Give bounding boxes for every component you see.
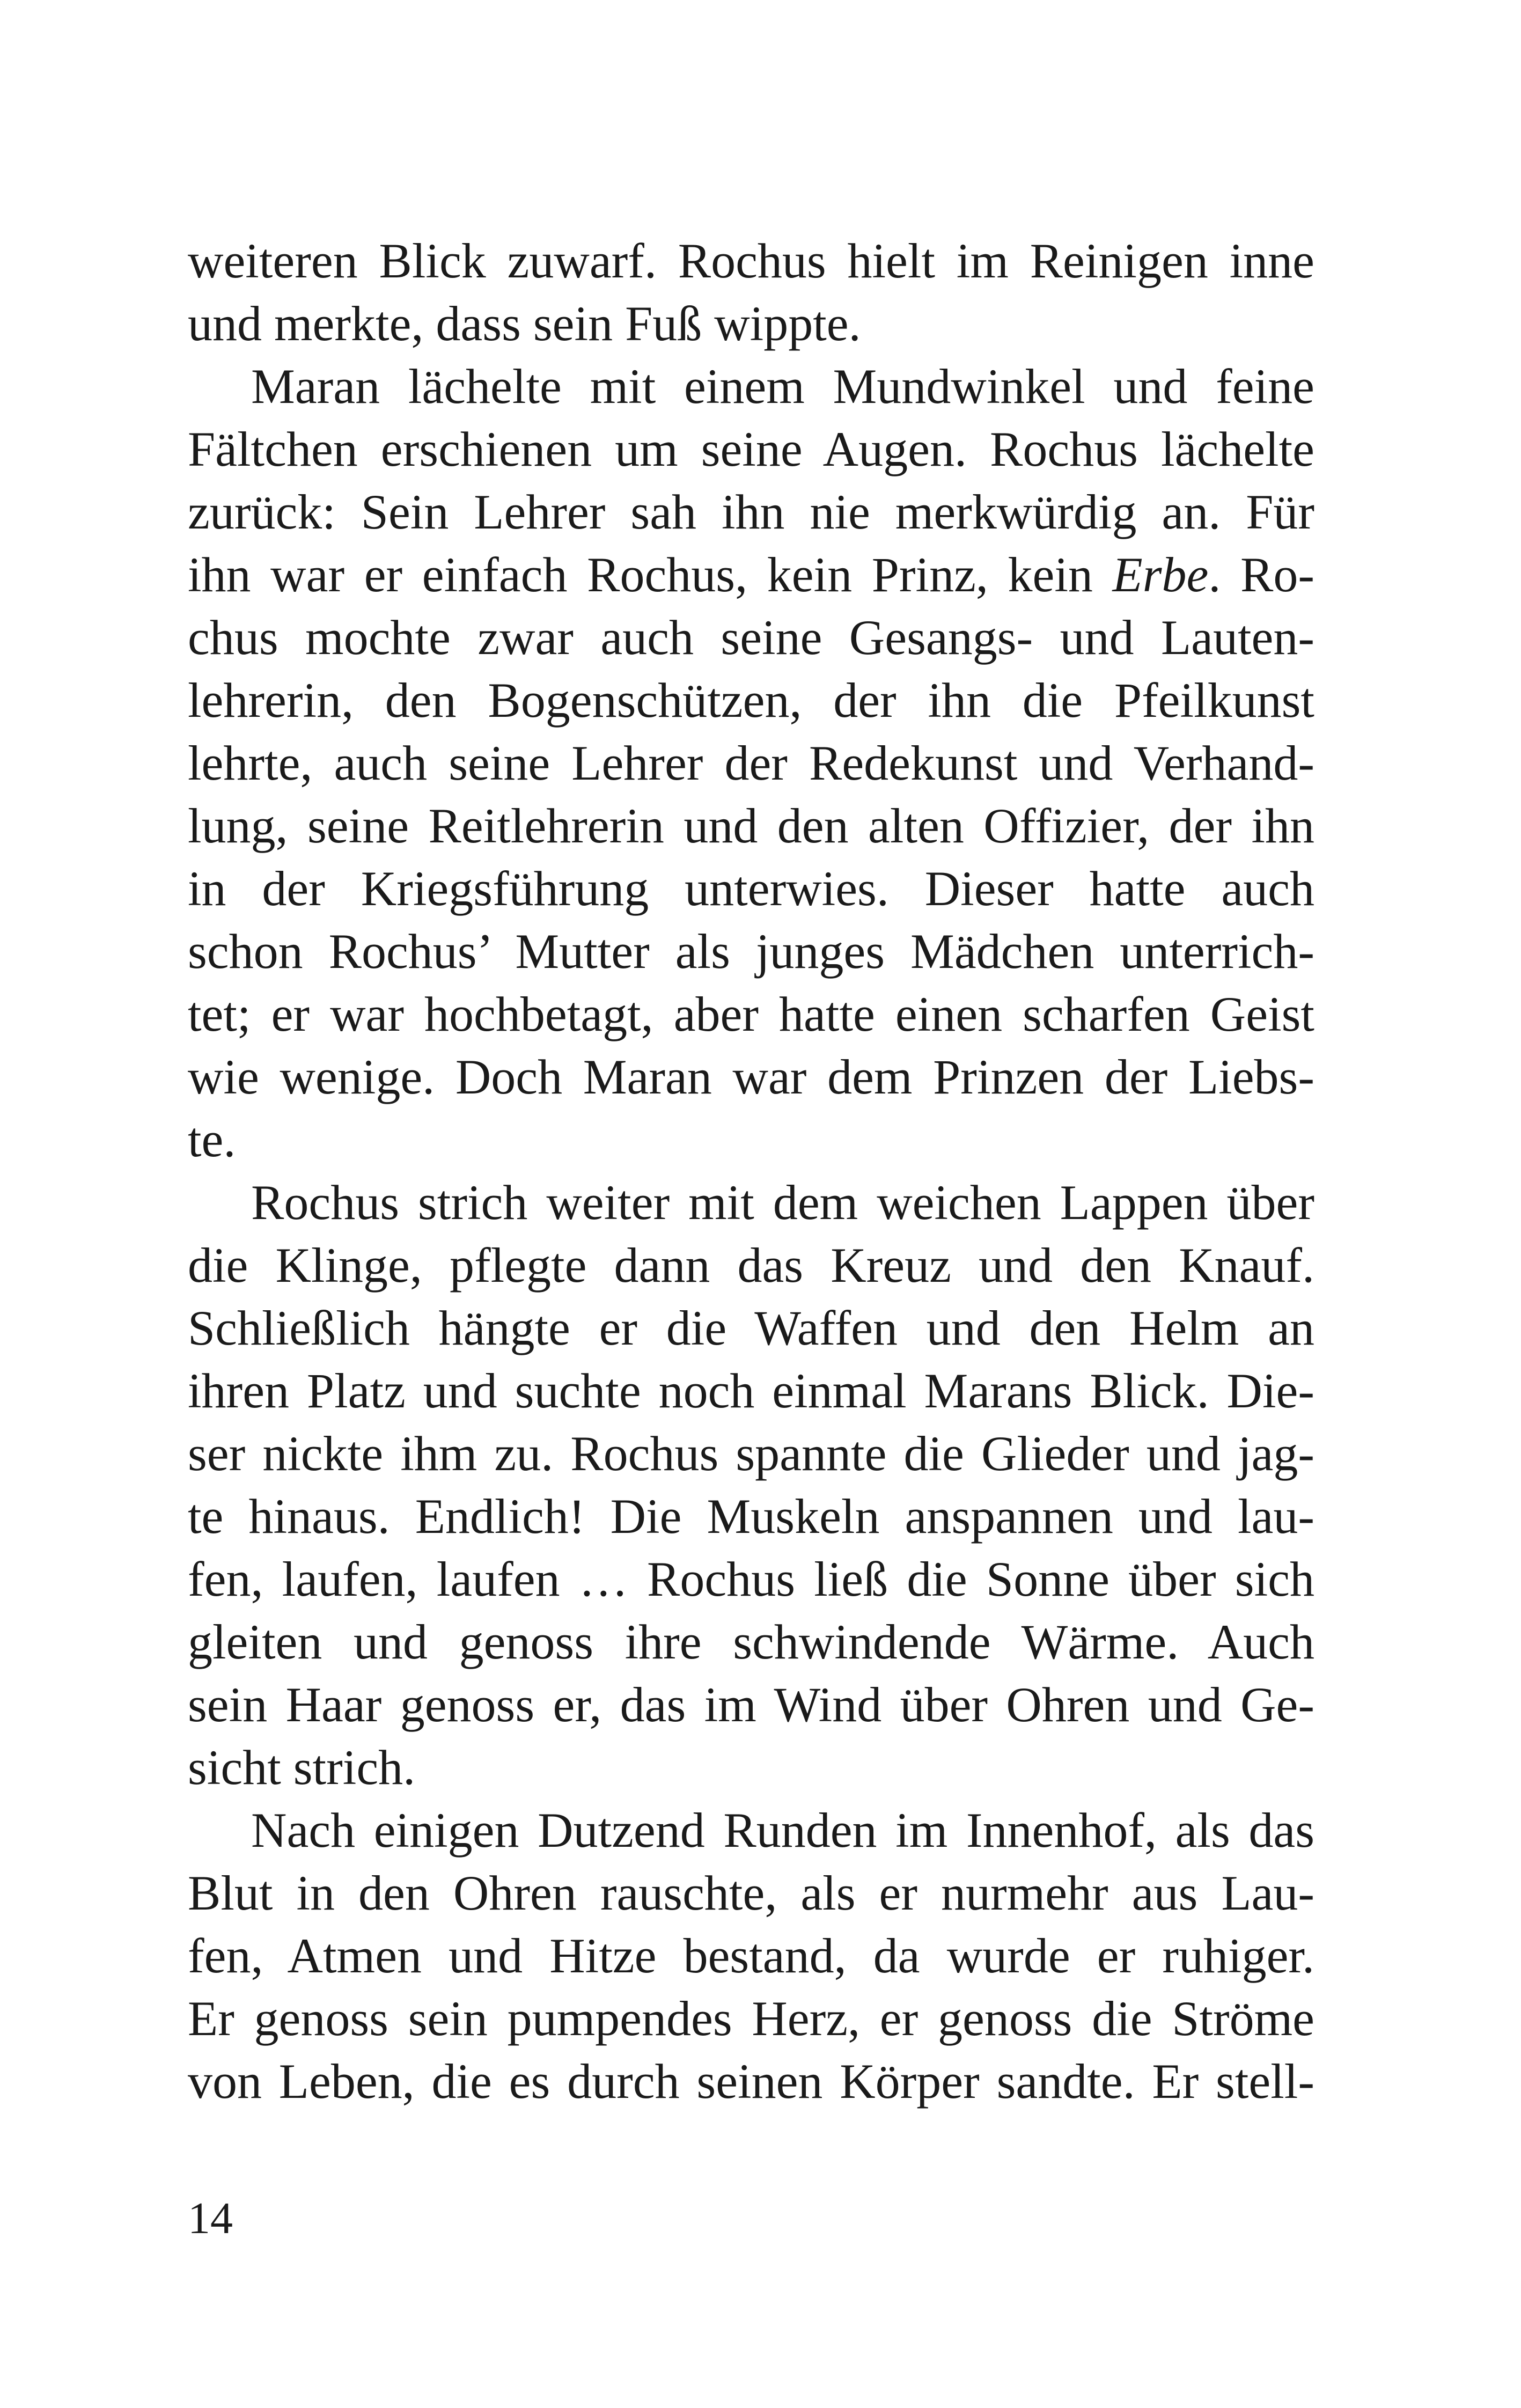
emphasized-word: Erbe	[1112, 547, 1209, 602]
text-line: Blut in den Ohren rauschte, als er nurmehr aus Lau-	[188, 1866, 1314, 1920]
text-line: te.	[188, 1112, 236, 1167]
paragraph-start-line: Maran lächelte mit einem Mundwinkel und feine	[251, 359, 1314, 414]
text-line: weiteren Blick zuwarf. Rochus hielt im Reinigen inne	[188, 233, 1314, 288]
text-segment: . Ro-	[1208, 547, 1314, 602]
paragraph-start-line: Nach einigen Dutzend Runden im Innenhof, als das	[251, 1803, 1314, 1858]
text-line: in der Kriegsführung unterwies. Dieser hatte auch	[188, 861, 1314, 916]
text-line-with-emphasis	[188, 544, 1314, 606]
text-line: sicht strich.	[188, 1740, 416, 1795]
text-line: und merkte, dass sein Fuß wippte.	[188, 296, 861, 351]
text-line: lung, seine Reitlehrerin und den alten Offizier, der ihn	[188, 798, 1314, 853]
text-line: te hinaus. Endlich! Die Muskeln anspannen und lau-	[188, 1489, 1314, 1544]
text-line: die Klinge, pflegte dann das Kreuz und den Knauf.	[188, 1238, 1314, 1293]
paragraph-start-line: Rochus strich weiter mit dem weichen Lappen über	[251, 1175, 1314, 1230]
text-segment: ihn war er einfach Rochus, kein Prinz, kein	[188, 547, 1113, 602]
page-number: 14	[188, 2193, 233, 2243]
text-line: zurück: Sein Lehrer sah ihn nie merkwürdig an. Für	[188, 484, 1314, 539]
text-line: chus mochte zwar auch seine Gesangs- und Lauten-	[188, 610, 1314, 665]
text-line: gleiten und genoss ihre schwindende Wärme. Auch	[188, 1614, 1314, 1669]
text-line: schon Rochus’ Mutter als junges Mädchen unterrich-	[188, 924, 1314, 979]
text-line: tet; er war hochbetagt, aber hatte einen scharfen Geist	[188, 987, 1314, 1041]
text-line: sein Haar genoss er, das im Wind über Ohren und Ge-	[188, 1677, 1314, 1732]
text-line: Er genoss sein pumpendes Herz, er genoss die Ströme	[188, 1991, 1314, 2046]
text-line: wie wenige. Doch Maran war dem Prinzen der Liebs-	[188, 1049, 1314, 1104]
body-text	[188, 230, 1314, 2113]
text-line: fen, Atmen und Hitze bestand, da wurde er ruhiger.	[188, 1928, 1314, 1983]
text-line: lehrte, auch seine Lehrer der Redekunst und Verhand-	[188, 736, 1314, 790]
text-line: fen, laufen, laufen … Rochus ließ die Sonne über sich	[188, 1552, 1314, 1606]
text-line: Schließlich hängte er die Waffen und den Helm an	[188, 1301, 1314, 1355]
text-line: von Leben, die es durch seinen Körper sandte. Er stell-	[188, 2054, 1314, 2109]
text-line: ser nickte ihm zu. Rochus spannte die Glieder und jag-	[188, 1426, 1314, 1481]
text-line: ihren Platz und suchte noch einmal Marans Blick. Die-	[188, 1363, 1314, 1418]
text-line: lehrerin, den Bogenschützen, der ihn die Pfeilkunst	[188, 673, 1314, 728]
text-line: Fältchen erschienen um seine Augen. Rochus lächelte	[188, 422, 1314, 476]
